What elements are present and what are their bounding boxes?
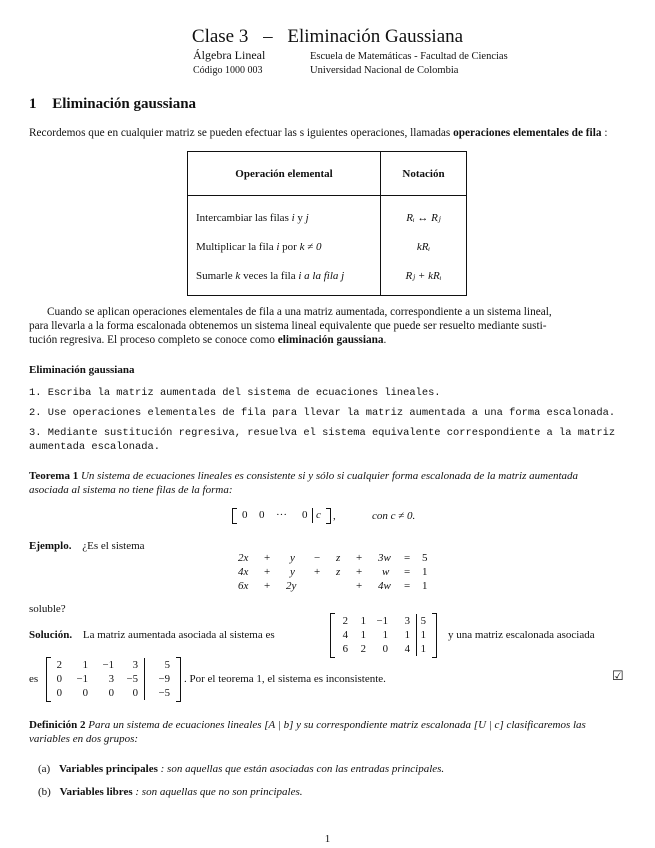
course-code: Código 1000 003 (193, 65, 263, 76)
zero-row-vector: 0 0 ··· 0 c (232, 508, 332, 524)
table-row: Intercambiar las filas i y j (196, 212, 309, 224)
theorem-block (29, 469, 649, 497)
example-label-line: Ejemplo. ¿Es el sistema (29, 540, 145, 552)
definition-block (29, 718, 649, 746)
example-question: ¿Es el sistema (82, 540, 145, 552)
theorem-label: Teorema 1 (29, 470, 79, 482)
university-name: Universidad Nacional de Colombia (310, 65, 459, 76)
page-title (0, 26, 655, 48)
course-name: Álgebra Lineal (193, 48, 266, 62)
solution-line: Solución. La matriz aumentada asociada al sistema es (29, 629, 275, 641)
definition-line-2: variables en dos grupos: (29, 733, 139, 745)
notation-scale: kRᵢ (416, 241, 431, 253)
intro-paragraph (29, 126, 644, 140)
echelon-matrix: 2 1 −1 3 5 0 −1 3 −5 −9 0 0 0 0 −5 (46, 657, 192, 702)
list-item: (b) Variables libres : son aquellas que no son principales. (38, 786, 303, 798)
intro-bold: operaciones elementales de fila (453, 127, 602, 139)
algorithm-step-3b: aumentada escalonada. (29, 441, 160, 453)
school-name: Escuela de Matemáticas - Facultad de Ciencias (310, 51, 508, 62)
title-left: Clase 3 (191, 26, 249, 47)
solution-text-1: La matriz aumentada asociada al sistema es (82, 629, 275, 641)
solution-text-2: y una matriz escalonada asociada (448, 629, 595, 641)
section-title: Eliminación gaussiana (52, 96, 197, 112)
theorem-condition: con c ≠ 0. (372, 510, 416, 522)
title-right: Eliminación Gaussiana (287, 26, 464, 47)
table-header-notation: Notación (381, 152, 467, 196)
intro-text: Recordemos que en cualquier matriz se pueden efectuar las s iguientes operaciones, llamadas (29, 127, 454, 139)
table-row: Sumarle k veces la fila i a la fila j (196, 270, 345, 282)
section-number: 1 (29, 96, 37, 112)
table-cell-notations (381, 196, 467, 296)
page-number: 1 (324, 833, 331, 845)
intro-end: : (601, 127, 608, 139)
example-label: Ejemplo (29, 540, 69, 552)
solution-text-3: . Por el teorema 1, el sistema es inconsistente. (184, 673, 386, 685)
theorem-comma: , (333, 510, 336, 522)
table-row: Multiplicar la fila i por k ≠ 0 (196, 241, 322, 253)
equation-system: 2x + y − z + 3w = 5 4x + y + z + w = 1 6x + 2y + 4w = 1 (238, 552, 428, 592)
algorithm-title: Eliminación gaussiana (29, 364, 135, 376)
list-item: (a) Variables principales : son aquellas que están asociadas con las entradas principales. (38, 763, 445, 775)
operations-table (187, 151, 467, 296)
definition-label: Definición 2 (29, 719, 86, 731)
augmented-matrix: 2 1 −1 3 5 4 1 1 1 1 6 2 0 4 1 (330, 613, 442, 658)
soluble-text: soluble? (29, 603, 66, 615)
explanation-line-3: tución regresiva. El proceso completo se conoce como eliminación gaussiana. (29, 334, 387, 346)
solution-label: Solución (29, 629, 70, 641)
theorem-line-1: Un sistema de ecuaciones lineales es consistente si y sólo si cualquier forma escalonada de la matriz aumentada (80, 470, 579, 482)
table-cell-operations (188, 196, 381, 296)
definition-line-1: Para un sistema de ecuaciones lineales [A | b] y su correspondiente matriz escalonada [U | c] clasificaremos las (88, 719, 586, 731)
notation-add: Rⱼ + kRᵢ (405, 270, 442, 282)
table-header-operation: Operación elemental (188, 152, 381, 196)
section-heading (29, 96, 196, 113)
es-word: es (29, 673, 39, 685)
notation-swap: Rᵢ ↔ Rⱼ (406, 212, 441, 224)
checkbox-icon: ☑ (612, 668, 624, 683)
algorithm-step-1: 1. Escriba la matriz aumentada del sistema de ecuaciones lineales. (29, 387, 441, 399)
algorithm-step-2: 2. Use operaciones elementales de fila para llevar la matriz aumentada a una forma escalonada. (29, 407, 616, 419)
explanation-paragraph (29, 305, 644, 347)
algorithm-step-3a: 3. Mediante sustitución regresiva, resuelva el sistema equivalente correspondiente a la matriz (29, 427, 616, 439)
theorem-line-2: asociada al sistema no tiene filas de la forma: (29, 484, 233, 496)
explanation-line-1: Cuando se aplican operaciones elementales de fila a una matriz aumentada, correspondiente a un sistema lineal, (47, 306, 552, 318)
explanation-line-2: para llevarla a la forma escalonada obtenemos un sistema lineal equivalente que puede ser resuelto mediante susti- (29, 320, 547, 332)
title-dash: – (263, 26, 273, 47)
